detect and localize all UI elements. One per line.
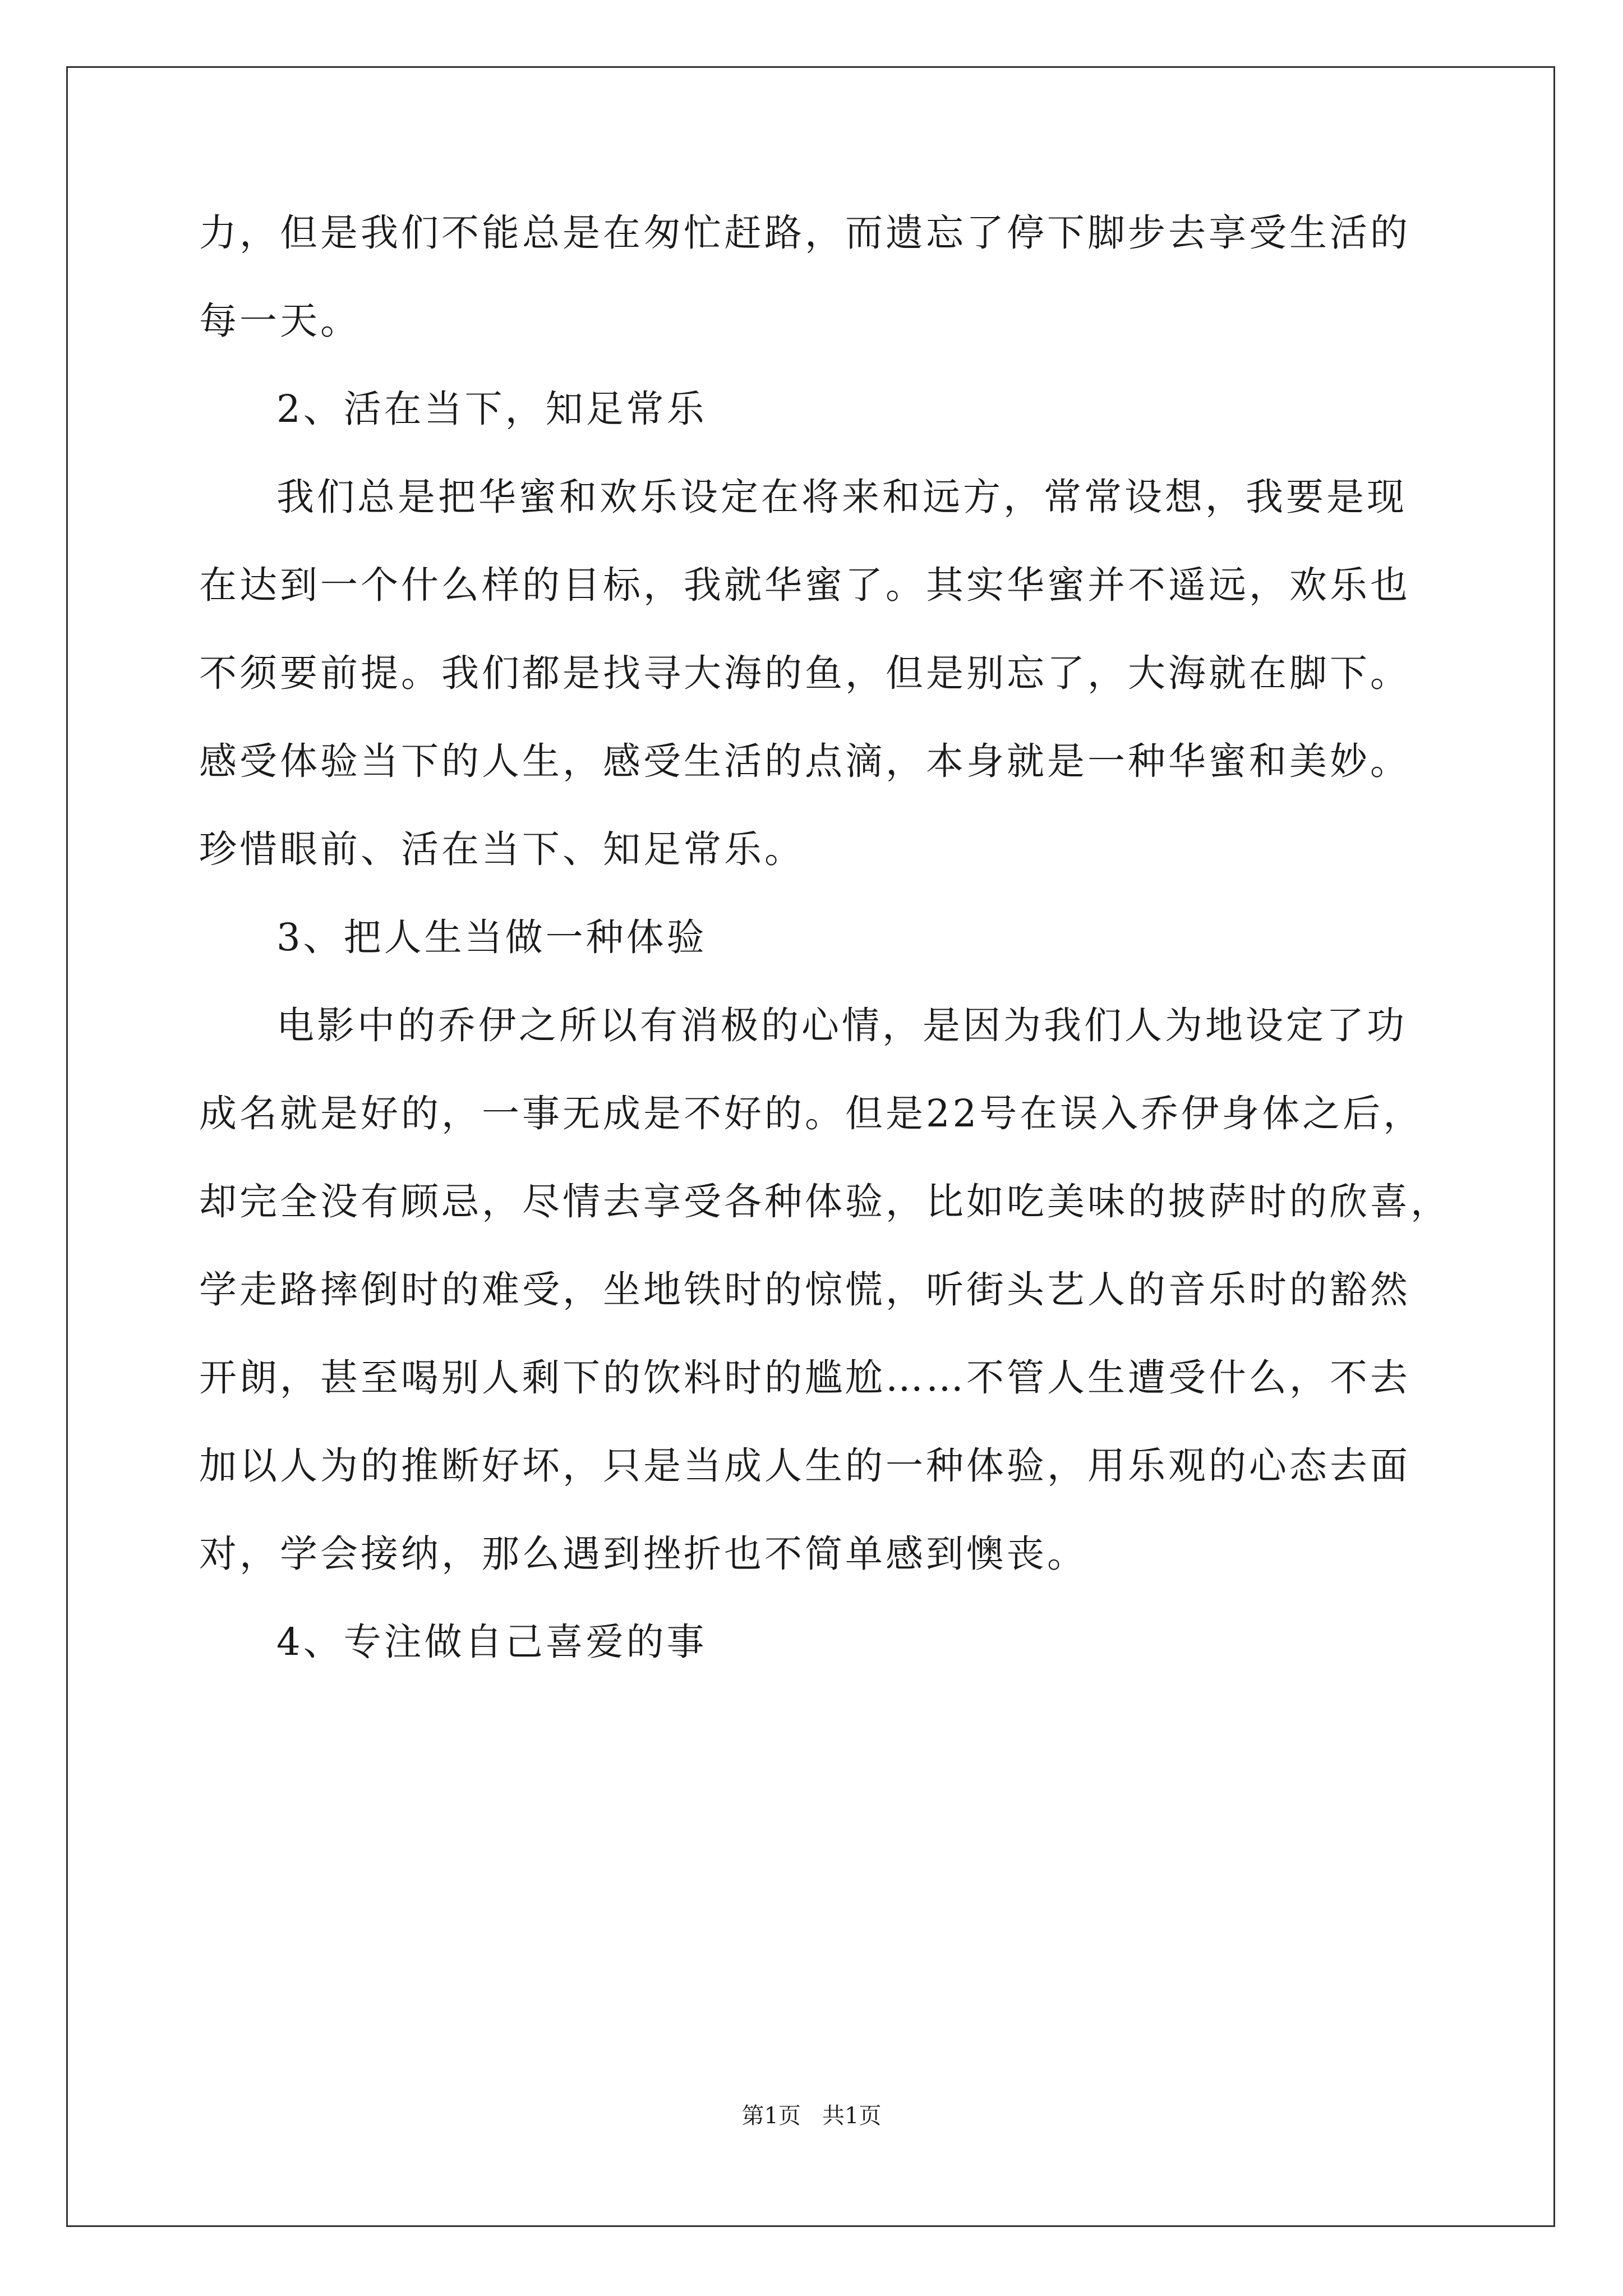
text-line: 力，但是我们不能总是在匆忙赶路，而遗忘了停下脚步去享受生活的	[199, 211, 1410, 255]
text-line: 成名就是好的，一事无成是不好的。但是22号在误入乔伊身体之后，	[199, 1092, 1424, 1135]
text-line: 对，学会接纳，那么遇到挫折也不简单感到懊丧。	[199, 1532, 1087, 1576]
text-line: 电影中的乔伊之所以有消极的心情，是因为我们人为地设定了功	[276, 1004, 1407, 1047]
section-heading: 2、活在当下，知足常乐	[276, 387, 707, 431]
text-line: 每一天。	[199, 299, 361, 343]
text-line: 加以人为的推断好坏，只是当成人生的一种体验，用乐观的心态去面	[199, 1444, 1410, 1488]
text-line: 珍惜眼前、活在当下、知足常乐。	[199, 827, 805, 871]
text-line: 在达到一个什么样的目标，我就华蜜了。其实华蜜并不遥远，欢乐也	[199, 563, 1410, 607]
text-line: 却完全没有顾忌，尽情去享受各种体验，比如吃美味的披萨时的欣喜，	[199, 1180, 1451, 1223]
text-line: 开朗，甚至喝别人剩下的饮料时的尴尬……不管人生遭受什么，不去	[199, 1356, 1410, 1400]
page-number-footer: 第1页 共1页	[741, 2103, 882, 2129]
text-line: 我们总是把华蜜和欢乐设定在将来和远方，常常设想，我要是现	[276, 475, 1407, 519]
text-line: 不须要前提。我们都是找寻大海的鱼，但是别忘了，大海就在脚下。	[199, 651, 1410, 695]
text-line: 学走路摔倒时的难受，坐地铁时的惊慌，听街头艺人的音乐时的豁然	[199, 1268, 1410, 1312]
section-heading: 4、专注做自己喜爱的事	[276, 1620, 707, 1664]
text-line: 感受体验当下的人生，感受生活的点滴，本身就是一种华蜜和美妙。	[199, 739, 1410, 783]
section-heading: 3、把人生当做一种体验	[276, 915, 707, 959]
